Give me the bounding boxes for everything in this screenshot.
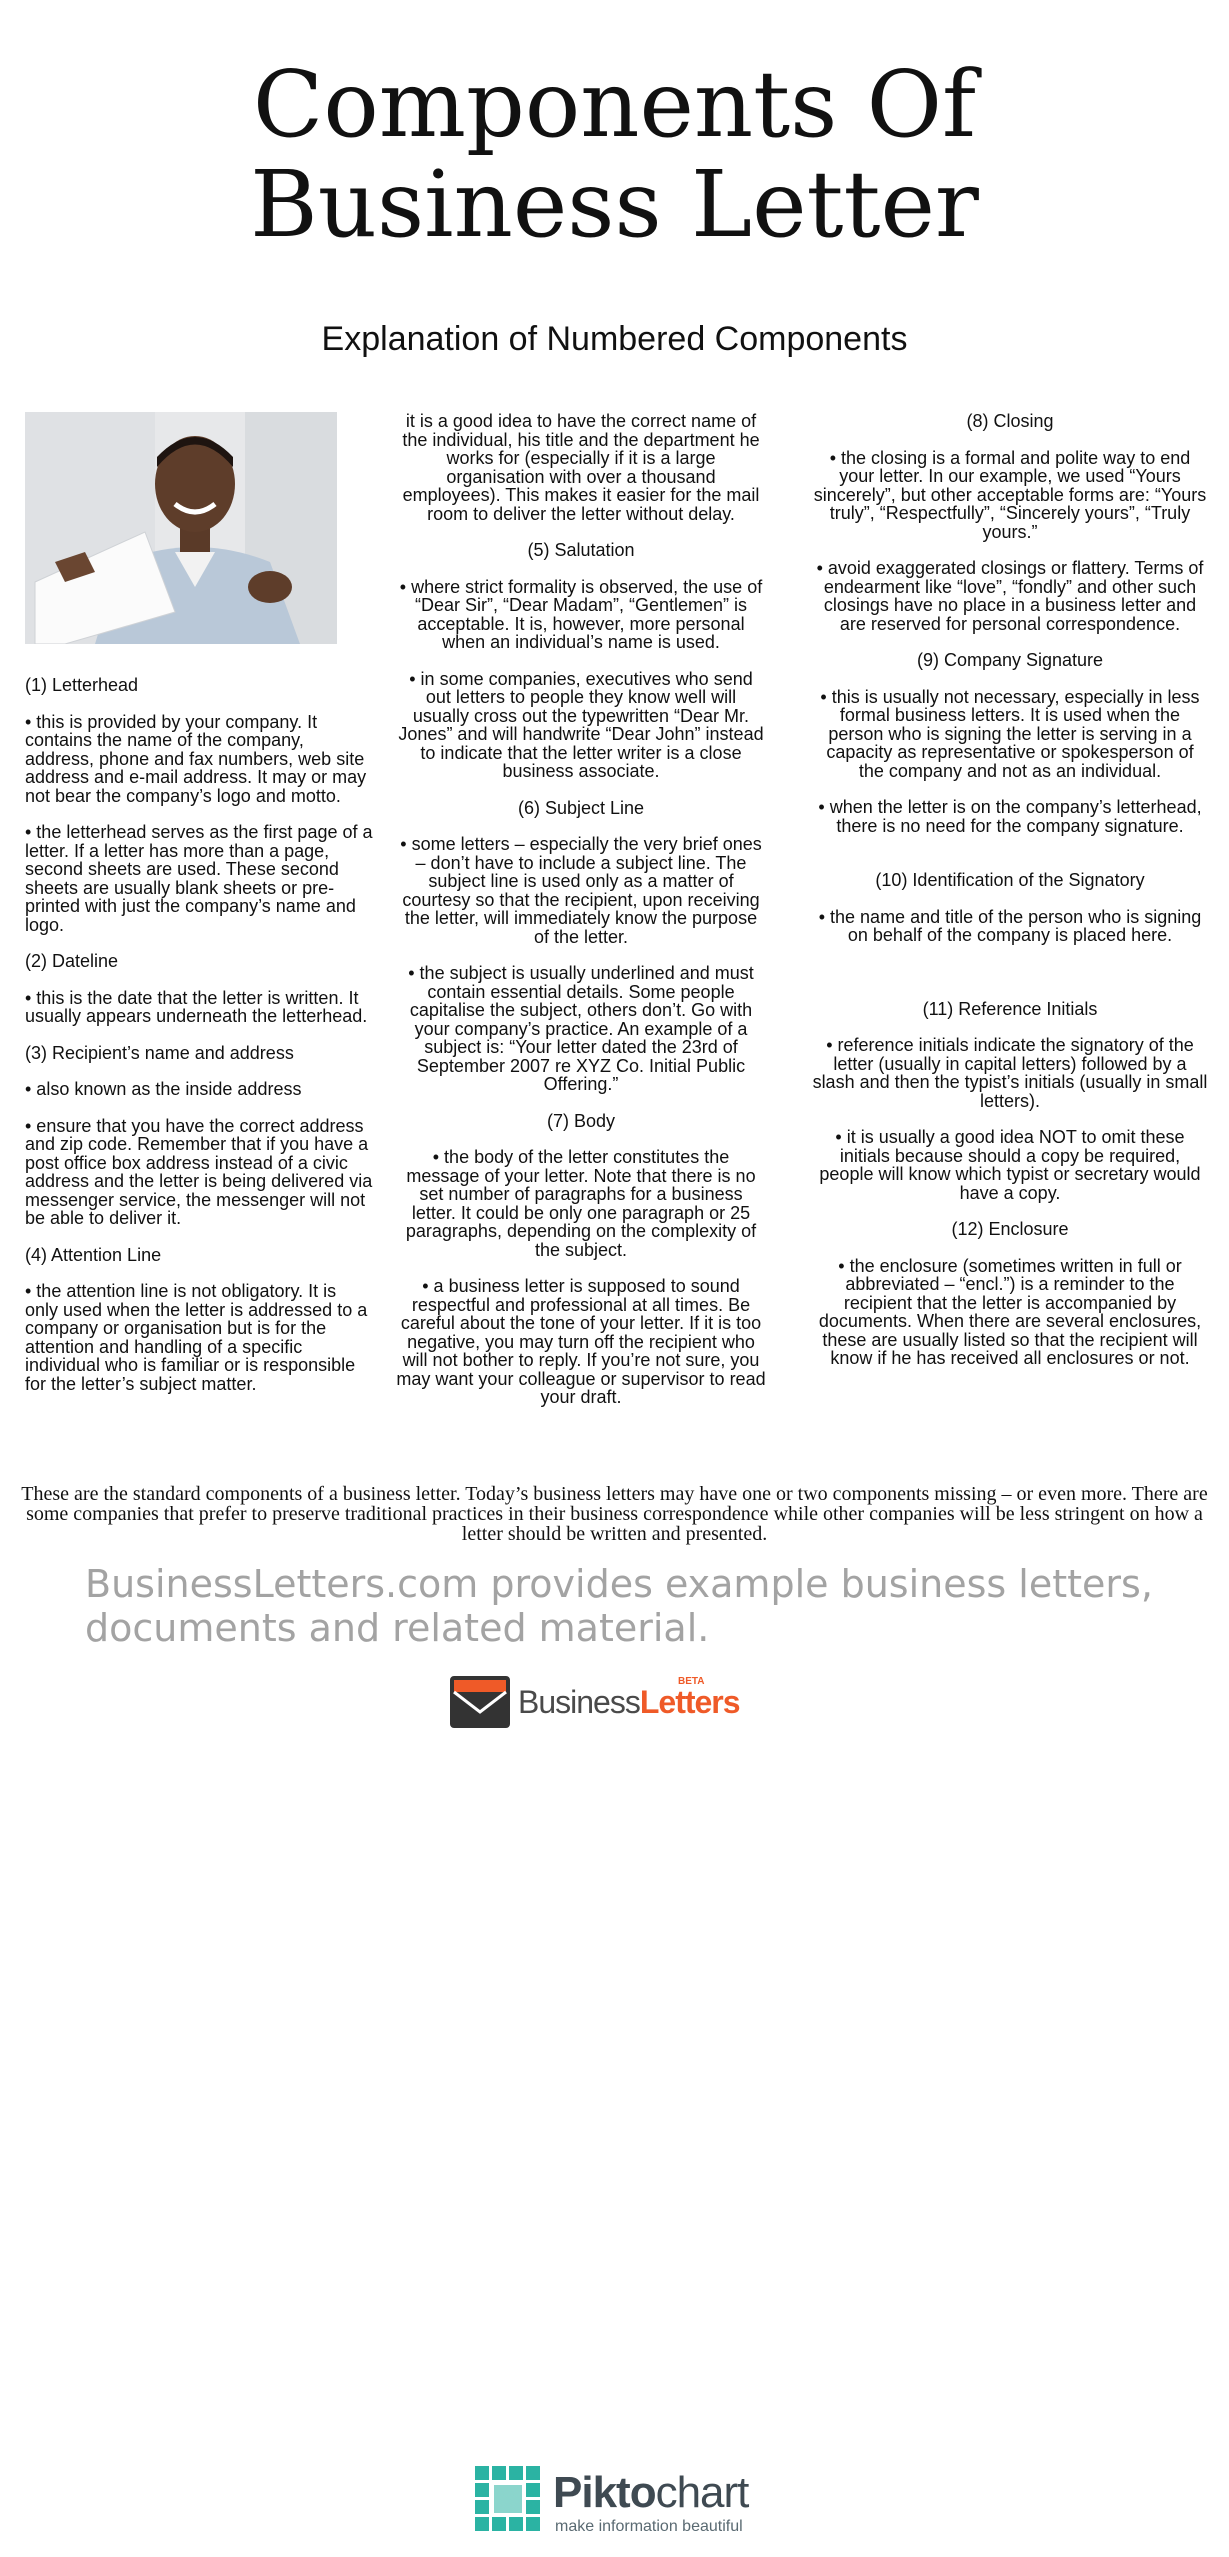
piktochart-word-b: chart (655, 2468, 749, 2517)
attention-text-2: it is a good idea to have the correct name of the individual, his title and the department he works for (especially if it is a large organisation with over a thousand employees). This makes it easier for the mail room to deliver the letter without delay. (402, 411, 760, 524)
summary-paragraph: These are the standard components of a business letter. Today’s business letters may have one or two components missing – or even more. There are some companies that prefer to preserve traditional practices in their business correspondence while other companies will be less stringent on how a letter should be written and presented. (21, 1483, 1208, 1545)
envelope-icon (450, 1676, 510, 1728)
piktochart-tagline: make information beautiful (555, 2518, 743, 2535)
title-line-1: Components Of (252, 51, 977, 158)
salutation-text-1: • where strict formality is observed, the use of “Dear Sir”, “Dear Madam”, “Gentlemen” is acceptable. It is, however, more personal when an individual’s name is used. (399, 576, 763, 652)
section-heading-identification: (10) Identification of the Signatory (875, 870, 1145, 890)
piktochart-word-a: Pikto (553, 2468, 656, 2517)
closing-text-1: • the closing is a formal and polite way to end your letter. In our example, we used “Yours sincerely”, but other acceptable forms are: “Yours truly”, “Respectfully”, “Sincerely yours”, “Truly yours.” (813, 447, 1207, 542)
signature-text-1: • this is usually not necessary, especially in less formal business letters. It is used when the person who is signing the letter is serving in a capacity as representative or spokesperson of the company and not as an individual. (820, 686, 1200, 781)
piktochart-icon (475, 2466, 541, 2532)
attention-text-1: • the attention line is not obligatory. It is only used when the letter is addressed to a company or organisation but is for the attention and handling of a specific individual who is familiar or is responsible for the letter’s subject matter. (25, 1281, 368, 1394)
enclosure-text-1: • the enclosure (sometimes written in full or abbreviated – “encl.”) is a reminder to the recipient that the letter is accompanied by documents. When there are several enclosures, these are usually listed so that the recipient will know if he has received all enclosures or not. (818, 1255, 1202, 1368)
title-line-2: Business Letter (250, 151, 979, 258)
logo-wordmark (518, 1684, 740, 1721)
section-heading-salutation: (5) Salutation (527, 540, 635, 560)
recipient-text-1: • also known as the inside address (25, 1079, 302, 1099)
section-heading-recipient: (3) Recipient’s name and address (25, 1042, 294, 1063)
section-heading-body: (7) Body (546, 1110, 616, 1131)
piktochart-wordmark (553, 2468, 748, 2518)
body-text-1: • the body of the letter constitutes the message of your letter. Note that there is no set number of paragraphs for a business letter. It could be only one paragraph or 25 paragraphs, depending on the complexity of the subject. (405, 1147, 757, 1260)
businessletters-logo[interactable] (450, 1676, 740, 1728)
signature-text-2: • when the letter is on the company’s letterhead, there is no need for the company signature. (818, 797, 1202, 836)
section-heading-closing: (8) Closing (966, 411, 1054, 431)
reference-text-1: • reference initials indicate the signatory of the letter (usually in capital letters) followed by a slash and then the typist’s initials (usually in small letters). (812, 1035, 1208, 1111)
column-left (25, 676, 373, 1411)
letterhead-text-1: • this is provided by your company. It contains the name of the company, address, phone and fax numbers, web site address and e-mail address. It may or may not bear the company’s logo and motto. (25, 711, 367, 806)
page-title (0, 51, 1229, 258)
body-text-2: • a business letter is supposed to sound respectful and professional at all times. Be careful about the tone of your letter. If it is too negative, you may turn off the recipient who will not bother to reply. If you’re not sure, you may want your colleague or supervisor to read your draft. (396, 1276, 766, 1407)
column-right (812, 412, 1208, 1386)
subject-text-1: • some letters – especially the very brief ones – don’t have to include a subject line. The subject line is used only as a matter of courtesy so that the recipient, upon receiving the letter, will immediately know the purpose of the letter. (400, 834, 762, 947)
section-heading-dateline: (2) Dateline (25, 951, 119, 971)
identification-text-1: • the name and title of the person who is signing on behalf of the company is placed here. (818, 906, 1202, 945)
promo-text: BusinessLetters.com provides example business letters, documents and related material. (85, 1562, 1153, 1650)
section-heading-enclosure: (12) Enclosure (951, 1219, 1069, 1239)
closing-text-2: • avoid exaggerated closings or flattery. Terms of endearment like “love”, “fondly” and other such closings have no place in a business letter and are reserved for personal correspondence. (816, 558, 1204, 634)
column-middle (396, 412, 766, 1425)
recipient-text-2: • ensure that you have the correct address and zip code. Remember that if you have a post office box address instead of a civic address and the letter is being delivered via messenger service, the messenger will not be able to deliver it. (25, 1115, 373, 1228)
salutation-text-2: • in some companies, executives who send out letters to people they know well will usually cross out the typewritten “Dear Mr. Jones” and will handwrite “Dear John” instead to indicate that the letter writer is a close business associate. (398, 668, 764, 781)
dateline-text-1: • this is the date that the letter is written. It usually appears underneath the letterhead. (25, 987, 368, 1026)
section-heading-signature: (9) Company Signature (916, 650, 1104, 670)
piktochart-logo[interactable] (475, 2466, 765, 2538)
logo-word-letters: Letters (639, 1684, 740, 1720)
section-heading-reference: (11) Reference Initials (922, 998, 1098, 1019)
letterhead-text-2: • the letterhead serves as the first page of a letter. If a letter has more than a page, second sheets are used. These second sheets are usually blank sheets or pre-printed with just the company’s name and logo. (25, 822, 373, 935)
businessman-photo (25, 412, 337, 644)
section-heading-letterhead: (1) Letterhead (25, 675, 139, 695)
subject-text-2: • the subject is usually underlined and must contain essential details. Some people capitalise the subject, others don’t. Go with your company’s practice. An example of a subject is: “Your letter dated the 23rd of September 2007 re XYZ Co. Initial Public Offering.” (408, 963, 754, 1094)
section-heading-attention: (4) Attention Line (25, 1244, 162, 1265)
logo-word-business: Business (518, 1684, 640, 1720)
reference-text-2: • it is usually a good idea NOT to omit these initials because should a copy be required, people will know which typist or secretary would have a copy. (819, 1127, 1201, 1203)
section-heading-subject: (6) Subject Line (517, 797, 645, 818)
page-subtitle: Explanation of Numbered Components (321, 320, 908, 358)
beta-badge: BETA (678, 1676, 705, 1687)
